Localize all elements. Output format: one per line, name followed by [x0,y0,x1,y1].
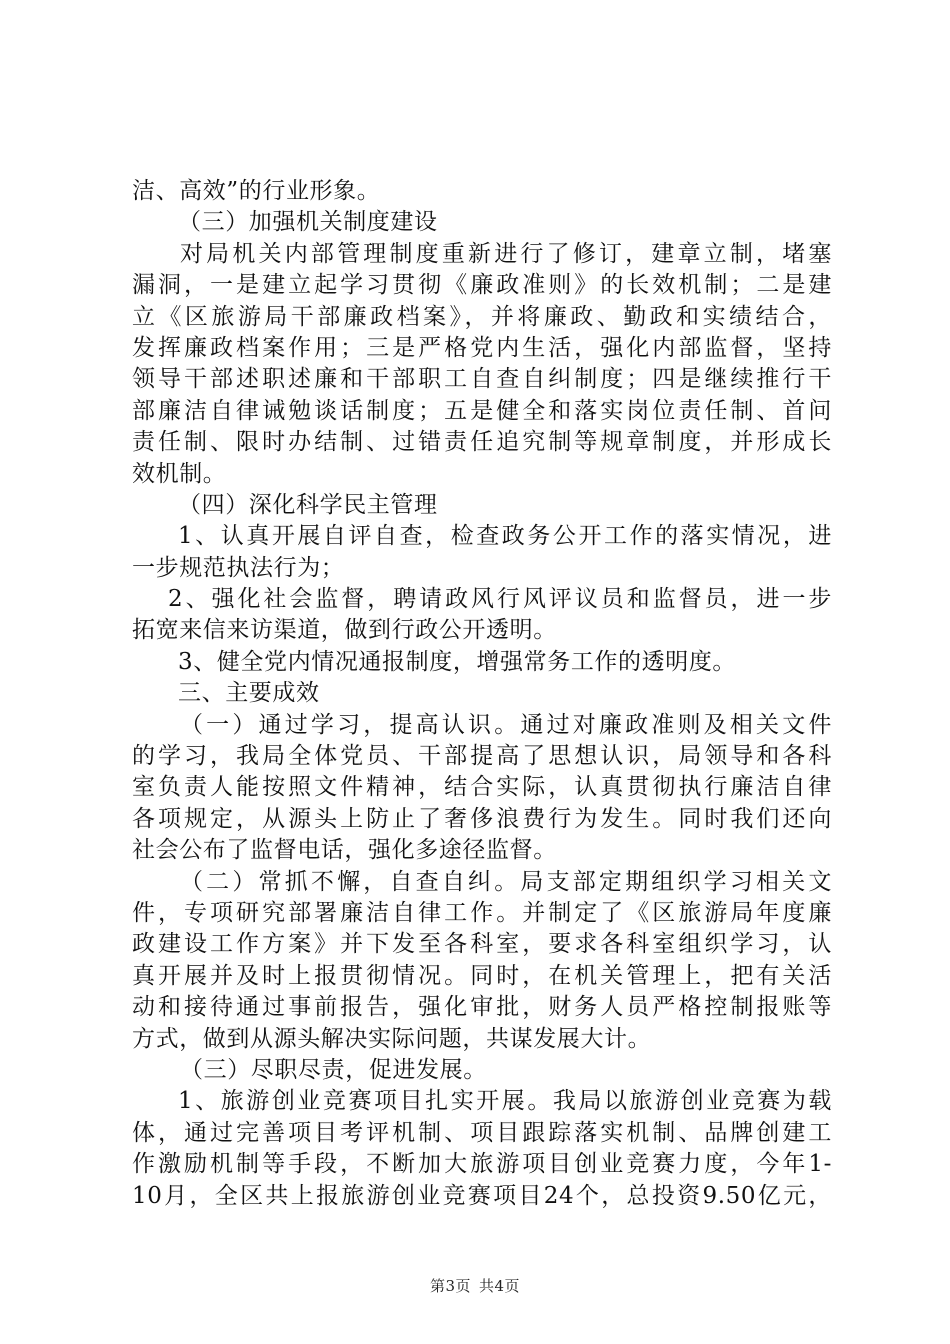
page-number-total: 共4页 [479,1277,521,1295]
body-text-line: 一步规范执法行为； [132,554,345,581]
body-text-line: 洁、高效”的行业形象。 [132,178,381,204]
body-text-line: 发挥廉政档案作用；三是严格党内生活，强化内部监督，坚持 [132,334,832,361]
body-text-line: 件，专项研究部署廉洁自律工作。并制定了《区旅游局年度廉 [132,899,832,926]
page-number-current: 第3页 [429,1277,471,1295]
body-text-line: 的学习，我局全体党员、干部提高了思想认识，局领导和各科 [132,743,832,770]
body-text-line: 10月，全区共上报旅游创业竞赛项目24个，总投资9.50亿元， [132,1182,832,1209]
body-text-line: 作激励机制等手段，不断加大旅游项目创业竞赛力度，今年1- [132,1151,832,1178]
body-text-line: 3、健全党内情况通报制度，增强常务工作的透明度。 [178,648,737,675]
body-text-line: 效机制。 [132,460,227,487]
body-text-line: 室负责人能按照文件精神，结合实际，认真贯彻执行廉洁自律 [132,774,832,801]
body-text-line: 真开展并及时上报贯彻情况。同时，在机关管理上，把有关活 [132,962,832,989]
page-footer [0,1276,950,1296]
body-text-line: 社会公布了监督电话，强化多途径监督。 [132,837,557,864]
body-text-line: 1、旅游创业竞赛项目扎实开展。我局以旅游创业竞赛为载 [178,1088,832,1115]
body-text-line: （一）通过学习，提高认识。通过对廉政准则及相关文件 [180,711,832,738]
body-text-line: 部廉洁自律诫勉谈话制度；五是健全和落实岗位责任制、首问 [132,397,832,424]
document-body [132,176,832,1212]
body-text-line: （三）尽职尽责，促进发展。 [180,1056,487,1083]
body-text-line: （四）深化科学民主管理 [178,491,438,518]
body-text-line: 领导干部述职述廉和干部职工自查自纠制度；四是继续推行干 [132,366,832,393]
body-text-line: 政建设工作方案》并下发至各科室，要求各科室组织学习，认 [132,931,832,958]
body-text-line: 责任制、限时办结制、过错责任追究制等规章制度，并形成长 [132,429,832,456]
body-text-line: 体，通过完善项目考评机制、项目跟踪落实机制、品牌创建工 [132,1119,832,1146]
body-text-line: （三）加强机关制度建设 [178,209,438,236]
body-text-line: 漏洞，一是建立起学习贯彻《廉政准则》的长效机制；二是建 [132,272,832,299]
body-text-line: 各项规定，从源头上防止了奢侈浪费行为发生。同时我们还向 [132,805,832,832]
body-text-line: 方式，做到从源头解决实际问题，共谋发展大计。 [132,1025,652,1052]
body-text-line: 1、认真开展自评自查，检查政务公开工作的落实情况，进 [178,523,832,550]
body-text-line: 动和接待通过事前报告，强化审批，财务人员严格控制报账等 [132,994,832,1021]
body-text-line: 拓宽来信来访渠道，做到行政公开透明。 [132,617,557,644]
body-text-line: 2、强化社会监督，聘请政风行风评议员和监督员，进一步 [168,586,832,613]
body-text-line: 对局机关内部管理制度重新进行了修订，建章立制，堵塞 [180,240,832,267]
body-text-line: 三、主要成效 [178,680,320,707]
body-text-line: 立《区旅游局干部廉政档案》，并将廉政、勤政和实绩结合， [132,303,832,330]
body-text-line: （二）常抓不懈，自查自纠。局支部定期组织学习相关文 [180,868,832,895]
